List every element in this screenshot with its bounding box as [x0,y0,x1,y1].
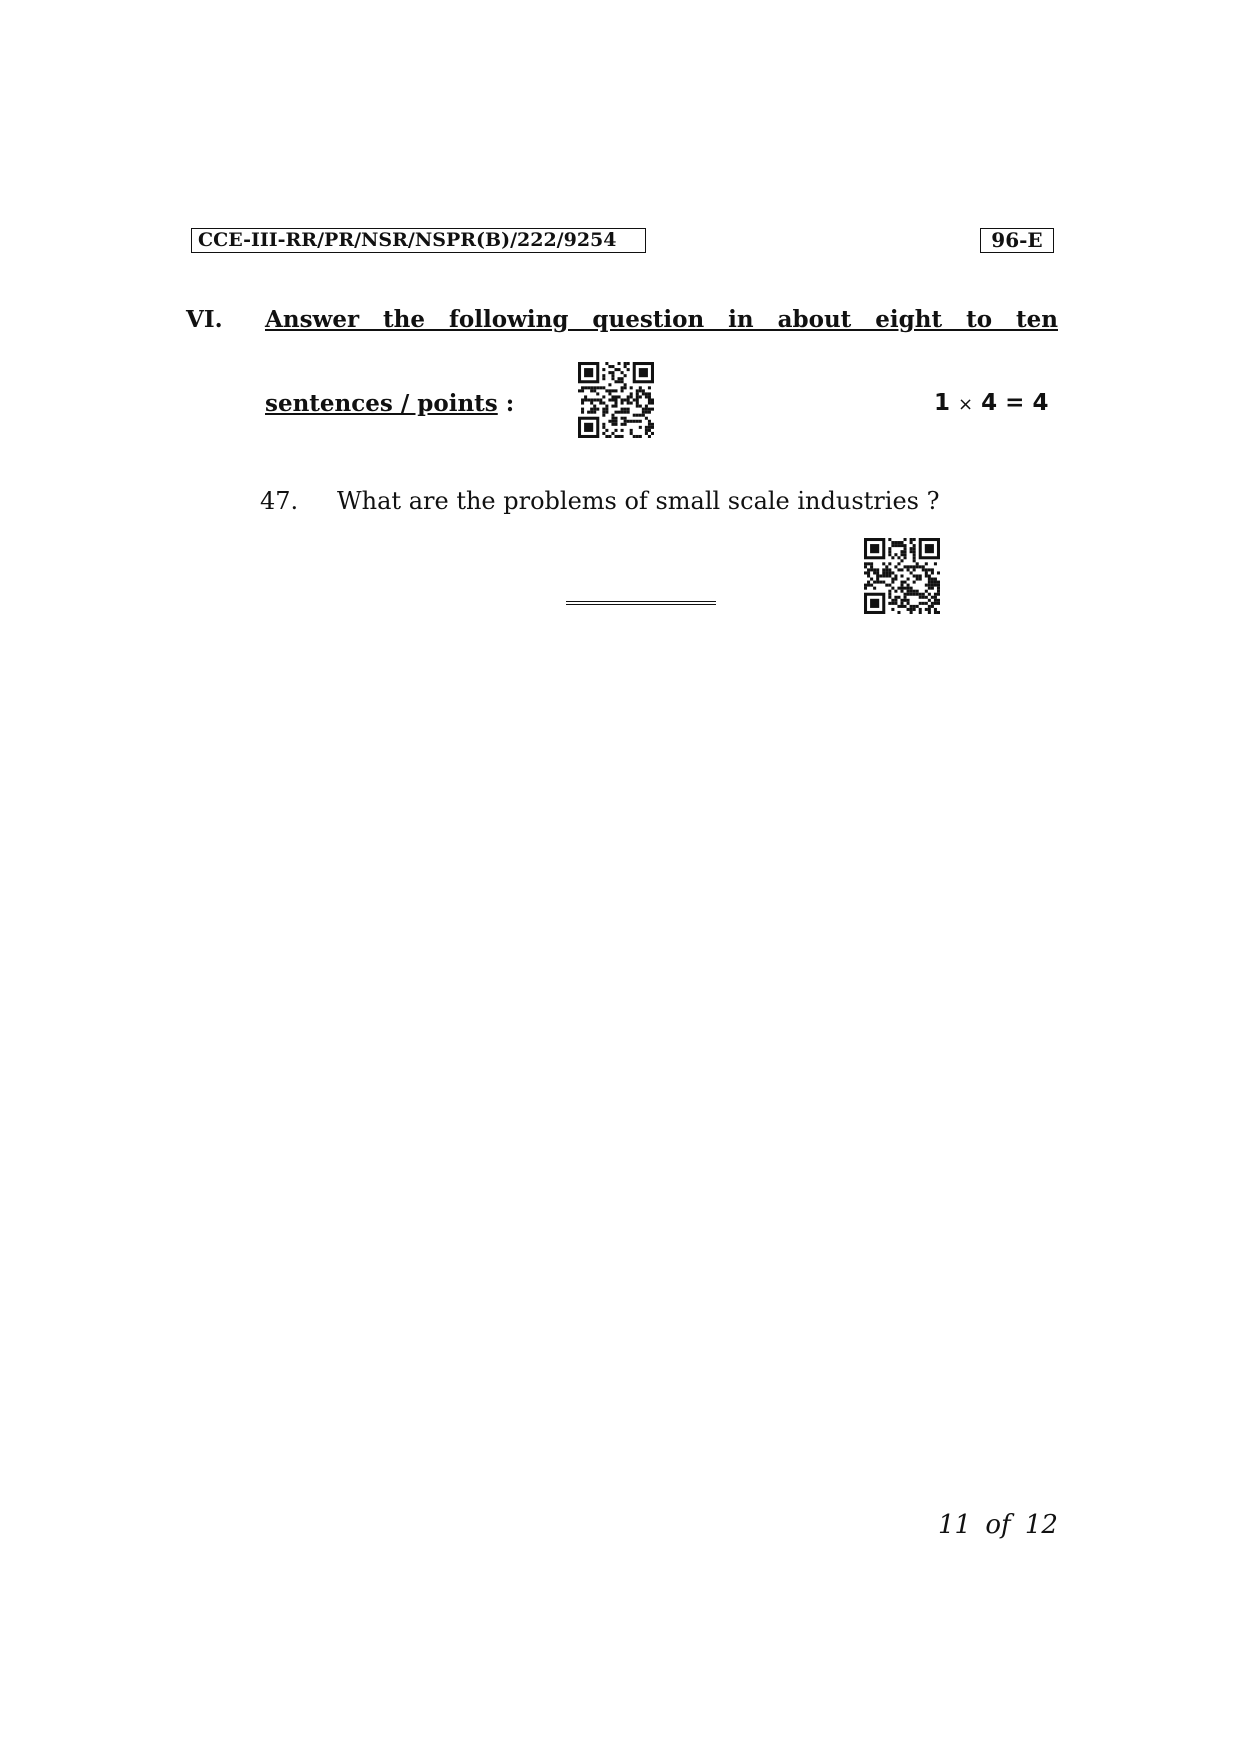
page-number: 11 of 12 [938,1510,1058,1540]
question-number: 47. [260,487,299,515]
marks-total: 4 [1032,390,1049,416]
qr-code-icon [578,362,654,438]
instruction-line2-text: sentences / points [265,390,498,417]
marks-count: 1 [934,390,951,416]
exam-code-box: CCE-III-RR/PR/NSR/NSPR(B)/222/9254 [191,228,646,253]
section-instruction-line2 [265,390,514,417]
end-double-rule [566,601,716,605]
section-number: VI. [186,306,223,333]
qr-code-icon [864,538,940,614]
question-text: What are the problems of small scale industries ? [337,487,940,515]
marks-each: 4 [981,390,998,416]
paper-code-box: 96-E [980,228,1054,253]
marks-equals: = [1005,390,1025,416]
marks-times: × [958,394,974,415]
instruction-colon: : [497,390,515,417]
section-instruction-line1: Answer the following question in about eight to ten [265,306,1058,333]
marks-scheme [934,390,1048,416]
